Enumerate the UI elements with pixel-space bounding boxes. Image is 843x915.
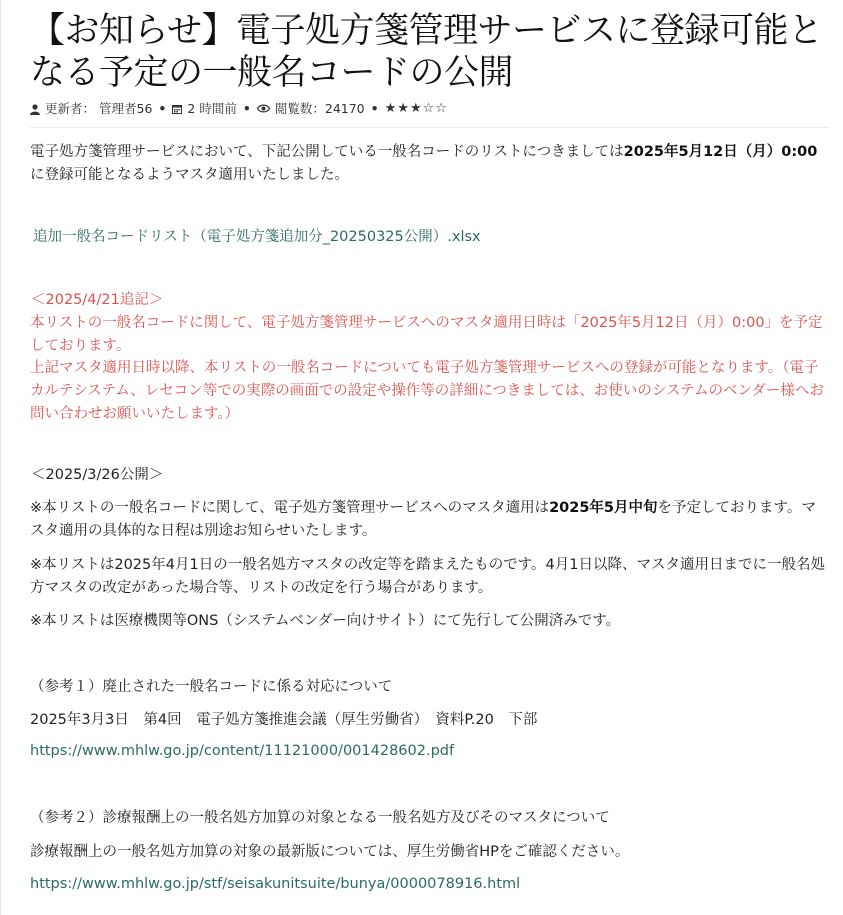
note-3: ※本リストは医療機関等ONS（システムベンダー向けサイト）にて先行して公開済みです。 (30, 613, 621, 629)
reference-2-link[interactable]: https://www.mhlw.go.jp/stf/seisakunitsuite/bunya/0000078916.html (30, 876, 521, 892)
release-date: 2025年5月12日（月）0:00 (623, 144, 818, 160)
meta-separator: • (242, 101, 251, 116)
note-2: ※本リストは2025年4月1日の一般名処方マスタの改定等を踏まえたものです。4月1日以降、マスタ適用日までに一般名処方マスタの改定があった場合等、リストの改定を行う場合があります。 (30, 557, 825, 596)
file-download-link[interactable]: 追加一般名コードリスト（電子処方箋追加分_20250325公開）.xlsx (33, 229, 481, 245)
eye-icon (257, 104, 270, 114)
note-1-text-end: を予定しております。マスタ適用の具体的な日程は別途お知らせいたします。 (30, 500, 816, 539)
divider (30, 127, 830, 128)
calendar-icon (172, 104, 182, 114)
user-icon (30, 104, 40, 114)
rating-stars[interactable]: ★★★☆☆ (384, 101, 448, 116)
updated-time: 2 時間前 (187, 101, 237, 116)
left-border (0, 0, 1, 915)
published-heading: ＜2025/3/26公開＞ (31, 467, 164, 483)
note-1-date: 2025年5月中旬 (549, 500, 658, 516)
updater-name: 管理者56 (99, 101, 153, 116)
file-link-paragraph (33, 226, 828, 249)
addendum-paragraph-2: 上記マスタ適用日時以降、本リストの一般名コードについても電子処方箋管理サービスへの登録が可能となります。（電子カルテシステム、レセコン等での実際の画面での設定や操作等の詳細につきましては、お使いのシステムのベンダー様へお問い合わせお願いいたします。） (30, 360, 824, 422)
note-1 (30, 497, 825, 543)
page-title: 【お知らせ】電子処方箋管理サービスに登録可能となる予定の一般名コードの公開 (30, 11, 823, 93)
reference-2-text: 診療報酬上の一般名処方加算の対象の最新版については、厚生労働省HPをご確認ください。 (30, 844, 630, 860)
addendum-heading: ＜2025/4/21追記＞ (31, 292, 164, 308)
reference-1-link-paragraph (30, 740, 825, 763)
intro-text-end: に登録可能となるようマスタ適用いたしました。 (30, 167, 349, 183)
reference-1-link[interactable]: https://www.mhlw.go.jp/content/11121000/001428602.pdf (30, 743, 455, 759)
updater-label: 更新者： (45, 101, 96, 116)
intro-paragraph (30, 141, 825, 187)
reference-2-link-paragraph (30, 873, 825, 896)
addendum-paragraph-1: 本リストの一般名コードに関して、電子処方箋管理サービスへのマスタ適用日時は「2025年5月12日（月）0:00」を予定しております。 (30, 315, 823, 354)
meta-separator: • (158, 101, 167, 116)
note-1-text: ※本リストの一般名コードに関して、電子処方箋管理サービスへのマスタ適用は (30, 500, 550, 516)
reference-2-heading: （参考２）診療報酬上の一般名処方加算の対象となる一般名処方及びそのマスタについて (30, 810, 610, 826)
views-label: 閲覧数： (274, 101, 325, 116)
reference-1-heading: （参考１）廃止された一般名コードに係る対応について (30, 679, 393, 695)
views-count: 24170 (324, 101, 365, 116)
article-meta (30, 100, 448, 118)
reference-1-text: 2025年3月3日 第4回 電子処方箋推進会議（厚生労働省） 資料P.20 下部 (30, 712, 538, 728)
intro-text: 電子処方箋管理サービスにおいて、下記公開している一般名コードのリストにつきましては (30, 144, 624, 160)
meta-separator: • (370, 101, 379, 116)
